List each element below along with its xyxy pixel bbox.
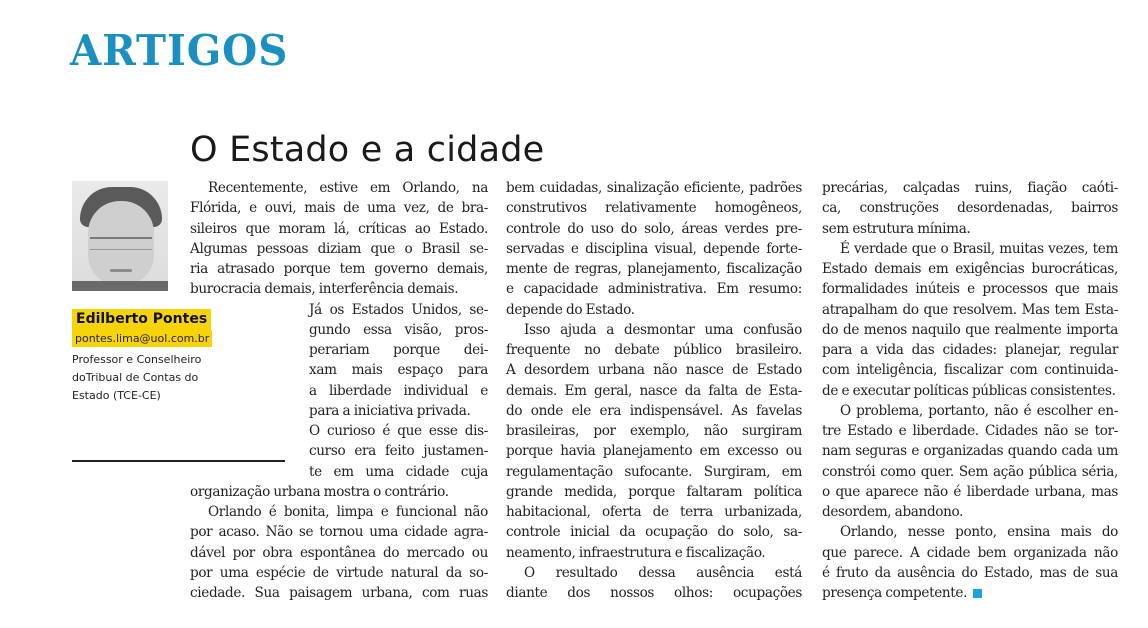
article-text-line: precárias, calçadas ruins, fiação caóti- [822,180,1118,196]
article-text-line: é fruto da ausência do Estado, mas de sua [822,564,1118,581]
article-text-line: servadas e disciplina visual, depende forte- [506,240,802,257]
author-email[interactable]: pontes.lima@uol.com.br [72,330,212,347]
article-headline: O Estado e a cidade [190,130,545,170]
article-text-line: controle do uso do solo, áreas verdes pre- [506,220,802,237]
article-text-line: construtivos relativamente homogêneos, [506,200,802,217]
article-text-line: O problema, portanto, não é escolher en- [840,402,1118,419]
author-photo [72,181,168,291]
article-text-line: demais. Em geral, nasce da falta de Esta- [506,382,802,399]
article-text-line: organização urbana mostra o contrário. [190,483,449,500]
article-text-line: atrapalham do que resolvem. Mas tem Esta- [822,301,1118,318]
article-text-line: Isso ajuda a desmontar uma confusão [524,321,802,338]
article-text-line: te em uma cidade cuja [309,463,488,480]
article-text-line: presença competente. [822,583,1118,603]
end-of-article-icon [973,589,982,598]
article-text-line: a liberdade individual e [309,382,488,399]
article-text-line: Orlando é bonita, limpa e funcional não [208,504,488,520]
article-text-line: tre Estado e liberdade. Cidades não se tor- [822,423,1118,439]
article-text-line: de e executar políticas públicas consistentes. [822,382,1116,399]
author-divider [72,460,285,462]
article-text-line: brasileiras, por exemplo, não surgiram [506,423,802,439]
article-text-line: regulamentação sufocante. Surgiram, em [506,463,802,480]
article-text-line: controle inicial da ocupação do solo, sa- [506,524,802,541]
article-text-line: grande medida, porque faltaram política [506,483,802,500]
article-text-line: Algumas pessoas diziam que o Brasil se- [190,240,488,257]
author-bio-line: doTribual de Contas do [72,371,199,384]
author-bio-line: Professor e Conselheiro [72,353,202,366]
article-text-line: frequente no debate público brasileiro. [506,342,802,358]
article-text-line: sileiros que moram lá, críticas ao Estado. [190,220,488,237]
author-bio-line: Estado (TCE-CE) [72,389,161,402]
article-text-line: ca, construções desordenadas, bairros [822,200,1118,217]
article-text-line: gundo essa visão, pros- [309,321,488,338]
article-text-line: curso era feito justamen- [309,443,488,460]
article-text-line: que parece. A cidade bem organizada não [822,544,1118,561]
article-text-line: do de menos naquilo que realmente importa [822,321,1118,338]
article-text-line: Estado demais em exigências burocráticas, [822,261,1118,277]
article-text-line: com inteligência, fiscalizar com continuida- [822,362,1118,379]
article-text-line: porque havia planejamento em excesso ou [506,443,802,460]
article-text-line: Já os Estados Unidos, se- [309,301,488,318]
article-text-line: Flórida, e ouvi, mais de uma vez, de bra- [190,200,488,217]
article-text-line: perariam porque dei- [309,342,488,358]
article-text-line: dável por obra espontânea do mercado ou [190,544,488,561]
section-title: ARTIGOS [70,26,289,75]
article-text-line: por acaso. Não se tornou uma cidade agra- [190,524,488,541]
author-name: Edilberto Pontes [72,309,211,330]
article-text-line: burocracia demais, interferência demais. [190,281,459,298]
article-text-line: o que aparece não é liberdade urbana, mas [822,483,1118,500]
article-text-line: xam mais espaço para [309,362,488,379]
photo-glasses [90,237,152,250]
article-text-line: depende do Estado. [506,301,635,318]
article-text-line: ciedade. Sua paisagem urbana, com ruas [190,585,488,601]
article-text-line: para a vida das cidades: planejar, regular [822,342,1118,358]
article-text-line: e capacidade administrativa. Em resumo: [506,281,802,298]
article-text-line: É verdade que o Brasil, muitas vezes, tem [840,240,1118,257]
article-text-line: Recentemente, estive em Orlando, na [208,180,488,196]
article-text-line: neamento, infraestrutura e fiscalização. [506,544,766,561]
article-text-line: para a iniciativa privada. [309,402,471,419]
article-text-line: habitacional, oferta de terra urbanizada, [506,504,802,520]
article-text-line: O resultado dessa ausência está [524,564,802,581]
article-text-line: do onde ele era indispensável. As favelas [506,402,802,419]
article-text-line: sem estrutura mínima. [822,220,971,237]
article-text-line: por uma espécie de virtude natural da so- [190,564,488,581]
photo-mouth [110,269,132,272]
article-text-line: bem cuidadas, sinalização eficiente, padrões [506,180,802,196]
article-text-line: formalidades inúteis e processos que mais [822,281,1118,298]
article-text-line: A desordem urbana não nasce de Estado [506,362,802,379]
article-text-line: diante dos nossos olhos: ocupações [506,585,802,601]
article-text-line: ria atrasado porque tem governo demais, [190,261,488,277]
article-text-line: constrói como quer. Sem ação pública séria, [822,463,1118,480]
photo-shoulders [72,281,168,291]
article-text-line: O curioso é que esse dis- [309,423,488,439]
author-bio [72,351,222,405]
article-text-line: mente de regras, planejamento, fiscalização [506,261,802,277]
article-text-line: desordem, abandono. [822,504,964,520]
article-text-line: nam seguras e organizadas quando cada um [822,443,1118,460]
article-text-line: Orlando, nesse ponto, ensina mais do [840,524,1118,541]
